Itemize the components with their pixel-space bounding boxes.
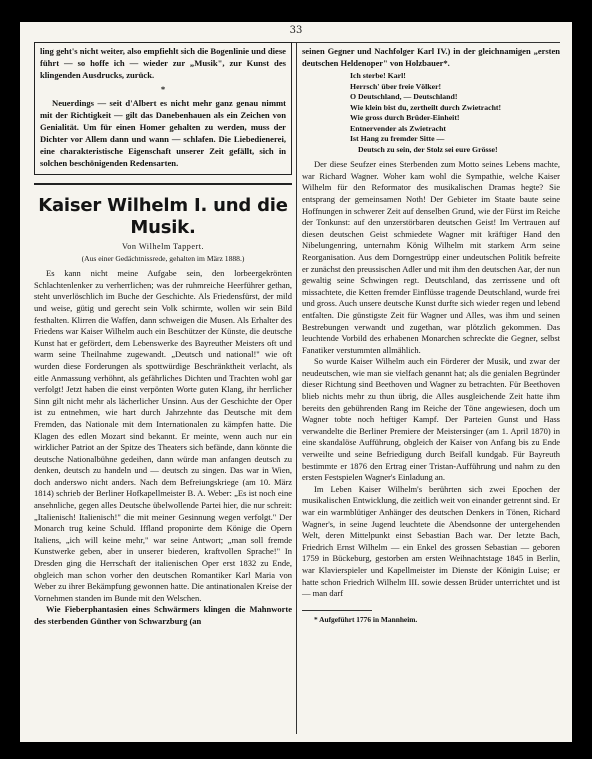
footnote: * Aufgeführt 1776 in Mannheim. — [314, 614, 418, 624]
poem-line: Ich sterbe! Karl! — [350, 71, 406, 81]
page-number: 33 — [289, 25, 303, 36]
box-separator-star: * — [160, 84, 166, 94]
article-subline: (Aus einer Gedächtnissrede, gehalten im März 1888.) — [81, 253, 245, 263]
poem-line: O Deutschland, — Deutschland! — [350, 92, 458, 102]
poem-line: Wie klein bist du, zertheilt durch Zwietracht! — [350, 102, 502, 112]
article-byline: Von Wilhelm Tappert. — [121, 242, 205, 251]
poem-line: Wie gross durch Brüder-Einheit! — [350, 113, 460, 123]
article-heading: Kaiser Wilhelm I. und die Musik. — [38, 195, 288, 238]
right-paragraph-2: So wurde Kaiser Wilhelm auch ein Förderer der Musik, und zwar der neudeutschen, wie man sie vielfach genannt hat; als die genialen Begründer dieser Richtung sind Beethoven und Wagner zu betrachten. Für Beethoven blieb nichts mehr zu thun übrig, die Alles ausgleichende Zeit hatte ihm bereits den gebührenden Rang im Reiche der Töne angewiesen, doch um Wagner tobte noch heftiger Kampf. Der Parteien Gunst und Hass verwandelte die Berliner Premiere der Meistersinger (am 1. April 1870) in eine skandalöse Aufführung, obgleich der Kaiser von Anfang bis zu Ende verweilte und seine Befriedigung durch Beifall kundgab. Für Bayreuth bestimmte er 1876 den Ertrag einer Tristan-Aufführung und nahm zu den ersten Festspielen Wagner's Einladung an. — [302, 356, 560, 483]
boxed-note — [34, 42, 292, 175]
left-paragraph-2: Wie Fieberphantasien eines Schwärmers klingen die Mahnworte des sterbenden Günther von Schwarzburg (an — [34, 604, 292, 626]
box-paragraph-1: ling geht's nicht weiter, also empfiehlt sich die Bogenlinie und diese führt — so hoffe ich — wieder zur „Musik", zur Kunst des klingenden Ausdrucks, zurück. — [40, 46, 286, 80]
section-rule — [34, 183, 292, 185]
page-sheet — [20, 22, 572, 742]
left-paragraph-1: Es kann nicht meine Aufgabe sein, den lorbeergekrönten Schlachtenlenker zu verherrlichen; was der ruhmreiche Heerführer gethan, steht unverlöschlich im Buche der Geschichte. Als Friedensfürst, der mild und weise, gütig und gerecht sein Volk schirmte, wollen wir sein Bild festhalten. Klirren die Waffen, dann schweigen die Musen. Als Erhalter des Friedens war Kaiser Wilhelm auch ein Beschützer der Künste, die deutsche Kunst hat er gefördert, dem Lebenswerke des Bayreuther Meisters oft und warm seine Theilnahme zugewandt. „Deutsch und national!" wie oft wurden diese Forderungen als spottwürdige Beschränktheit verlacht, als eitle Anmassung verhöhnt, als gefährliches Dichten und Trachten wohl gar verfolgt! Jetzt haben die einst verpönten Worte guten Klang, ihr herrlicher Sinn gilt nicht mehr als lächerlicher Unsinn. Aus der Geschichte der Oper ist zu entnehmen, wie hart durch Jahrzehnte das Deutsche mit dem Fremden, das Nationale mit dem Internationalen zu kämpfen hatte. Die Klagen des edlen Mozart sind bekannt. Er meinte, wenn auch nur ein wirklicher Patriot an der Spitze des Theaters sich befände, dann könnte die deutsche Nationalbühne gedeihen, dann würde man anfangen deutsch zu denken, deutsch zu handeln und — deutsch zu singen. Das war in Wien, doch anderswo nicht anders. Nach dem Befreiungskriege (am 10. März 1814) schrieb der Berliner Hofkapellmeister B. A. Weber: „Es ist noch eine ansehnliche, gegen alles Deutsche übelwollende Partei hier, die nur schreit: „Italienisch! Italienisch!" die mit meiner Gesinnung wegen verfolgt." Der Monarch trug keine Schuld. Iffland proponirte dem Könige die Opern Italiens, „ich will keine mehr," war seine Antwort; „man soll fremde Kunstwerke geben, aber in unserer biederen, kraftvollen Sprache!" In Dresden ging die Herrschaft der italienischen Oper erst 1832 zu Ende, obgleich man schon vorher den deutschen Romantiker Karl Maria von Weber zu ihrer Bekämpfung gewonnen hatte. Die antinationalen Kreise der Vornehmen standen im Bunde mit den Welschen. — [34, 268, 292, 603]
poem-line: Herrsch' über freie Völker! — [350, 81, 442, 91]
column-divider — [296, 42, 297, 734]
poem-line: Deutsch zu sein, der Stolz sei eure Grösse! — [358, 144, 498, 154]
footnote-rule — [302, 610, 372, 611]
poem-line: Ist Hang zu fremder Sitte — — [350, 134, 445, 144]
poem-line: Entnervender als Zwietracht — [350, 123, 447, 133]
left-column — [34, 46, 292, 628]
poem-block — [350, 71, 560, 155]
box-paragraph-2: Neuerdings — seit d'Albert es nicht mehr ganz genau nimmt mit der Richtigkeit — gilt das Danebenhauen als ein Zeichen von Genialität. Um für einen Homer gehalten zu werden, muss der Dichter vor Allem dann und wann — schlafen. Die Liebedienerei, eine charakteristische Eigenschaft unserer Zeit gefällt, sich in solchen beschönigenden Redensarten. — [40, 98, 286, 168]
right-paragraph-3: Im Leben Kaiser Wilhelm's berührten sich zwei Epochen der musikalischen Entwicklung, die zeitlich weit von einander getrennt sind. Er war ein warmblütiger Anhänger des deutschen Denkers in Tönen, Richard Wagner's, in seine Jugend leuchtete die Abendsonne der untergehenden Welt, deren Mittelpunkt einst Sebastian Bach war. Der letzte Bach, Friedrich Ernst Wilhelm — ein Enkel des grossen Sebastian — geboren 1759 in Bückeburg, gestorben am ersten Weihnachtstage 1845 in Berlin, war Klavierspieler und Kapellmeister im Dienste der Königin Luise; er hatte schon Friedrich Wilhelm III. sowie dessen Brüder unterrichtet und ist — man darf — [302, 483, 560, 599]
right-paragraph-0: seinen Gegner und Nachfolger Karl IV.) in der gleichnamigen „ersten deutschen Heldenoper" von Holzbauer*. — [302, 46, 560, 68]
right-column — [302, 46, 560, 625]
right-paragraph-1: Der diese Seufzer eines Sterbenden zum Motto seines Lebens machte, war Richard Wagner. Woher kam wohl die Sympathie, welche Kaiser Wilhelm für den Reformator des musikalischen Dramas hegte? Sie entsprang der gemeinsamen Noth! Der Gebieter im Staate baute seine Hoffnungen in schwerer Zeit auf denselben Grund, wie der Fürst im Reiche der Tonkunst: auf den unzerstörbaren deutschen Geist! Im Vertrauen auf diesen deutschen Geist schmiedete Wagner mit kräftiger Hand den Nibelungenring, unternahm König Wilhelm mit starkem Arm seine Reorganisation. Aus dem Dorngestrüpp einer undeutschen Politik befreite er zunächst den preussischen Adler und mit ihm den deutschen Aar, der nun gewaltig seine Schwingen regt. Deutschland, das zerrissene und oft missachtete, die Ketten fremder Einflüsse tragende Deutschland, wurde frei und gross. Auch unsere deutsche Kunst durfte sich wieder regen und lebend entfalten. Die günstigste Zeit für Wagner und Alles, was ihm und seinen Bestrebungen verwandt und zugethan, war plötzlich gekommen. Das leuchtende Vorbild des erhabenen Monarchen schreckte die Gegner, selbst Fanatiker verstummten allmählich. — [302, 159, 560, 355]
